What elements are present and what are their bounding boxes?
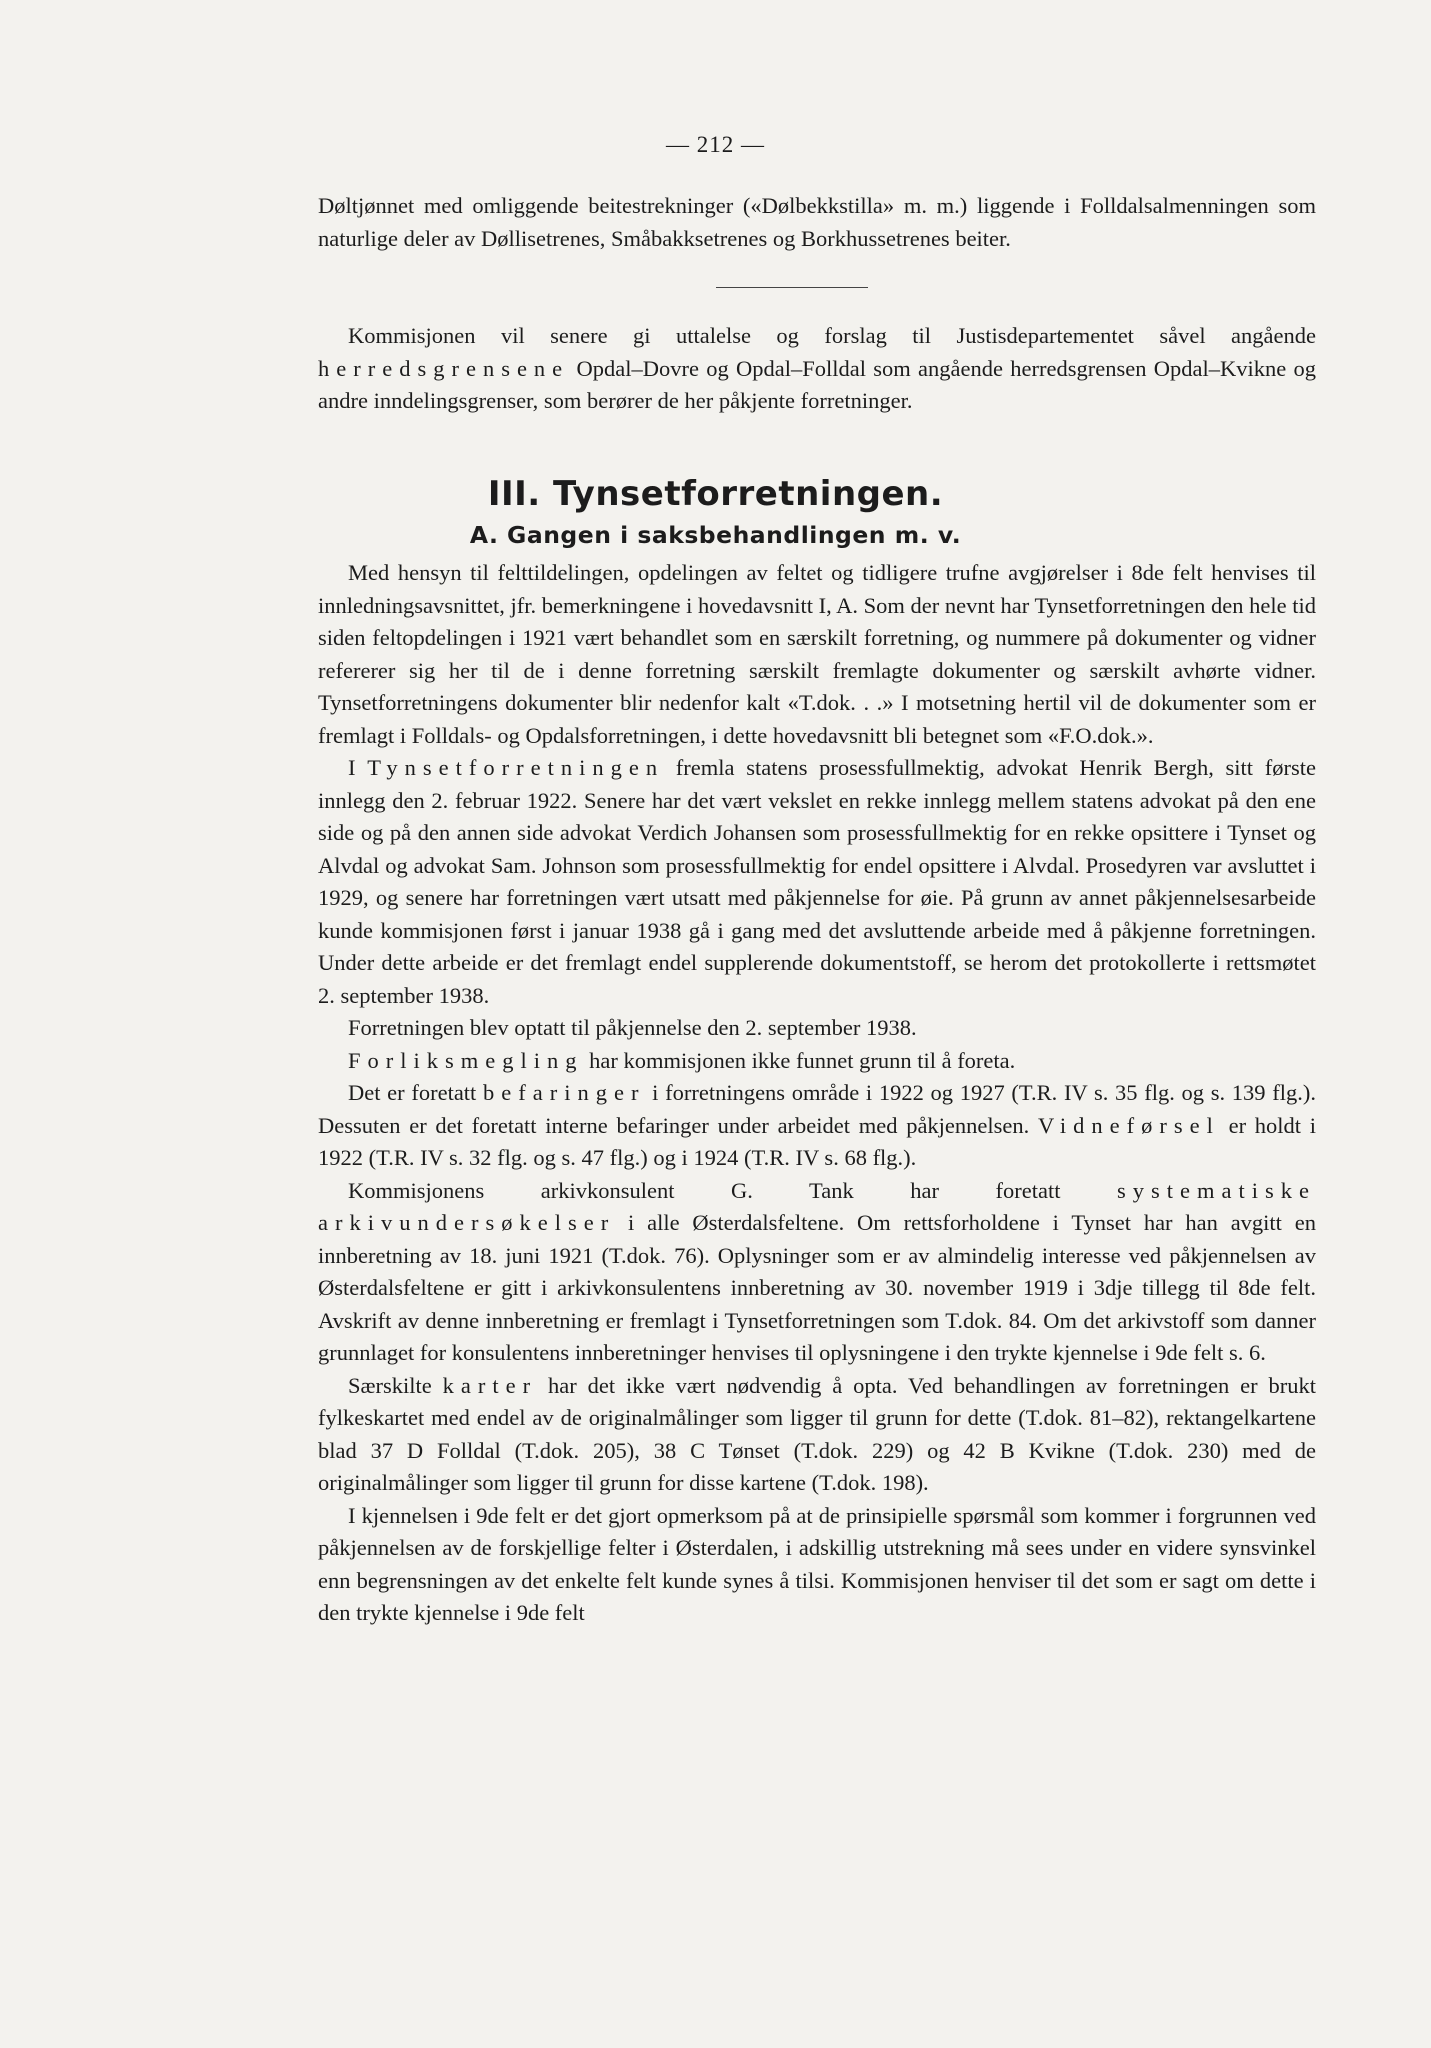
paragraph-2-spaced: Tynsetforretningen (367, 755, 665, 780)
paragraph-6-pre: Kommisjonens arkivkonsulent G. Tank har foretatt (348, 1177, 1118, 1203)
paragraph-4 (318, 1045, 1316, 1078)
intro-paragraph: Døltjønnet med omliggende beitestrekninger («Dølbekkstilla» m. m.) liggende i Folldalsalmenningen som naturlige deler av Døllisetrenes, Småbakksetrenes og Borkhussetrenes beiter. (318, 193, 1316, 251)
paragraph-2-pre: I (348, 755, 368, 780)
subsection-heading: A. Gangen i saksbehandlingen m. v. (469, 521, 962, 549)
paragraph-6-post: i alle Østerdalsfeltene. Om rettsforholdene i Tynset har han avgitt en innberetning av 18. juni 1921 (T.dok. 76). Oplysninger som er av almindelig interesse ved påkjennelsen av Østerdalsfeltene er gitt i arkivkonsulentens innberetning av 30. november 1919 i 3dje tillegg til 8de felt. Avskrift av denne innberetning er fremlagt i Tynsetforretningen som T.dok. 84. Om det arkivstoff som danner grunnlaget for konsulentens innberetninger henvises til oplysningene i den trykte kjennelse i 9de felt s. 6. (318, 1210, 1316, 1365)
intro-paragraph-block (318, 190, 1316, 255)
commission-paragraph (318, 320, 1316, 418)
paragraph-5-post: er holdt i 1922 (T.R. IV s. 32 flg. og s. 47 flg.) og i 1924 (T.R. IV s. 68 flg.). (318, 1112, 1317, 1170)
paragraph-5-pre: Det er foretatt (348, 1080, 484, 1105)
paragraph-2 (318, 752, 1316, 1012)
paragraph-2-post: fremla statens prosessfullmektig, advokat Henrik Bergh, sitt første innlegg den 2. februar 1922. Senere har det vært vekslet en rekke innlegg mellem statens advokat på den ene side og på den annen side advokat Verdich Johansen som prosessfullmektig for en rekke opsittere i Tynset og Alvdal og advokat Sam. Johnson som prosessfullmektig for endel opsittere i Alvdal. Prosedyren var avsluttet i 1929, og senere har forretningen vært utsatt med påkjennelse for øie. På grunn av annet påkjennelsesarbeide kunde kommisjonen først i januar 1938 gå i gang med det avsluttende arbeide med å påkjenne forretningen. Under dette arbeide er det fremlagt endel supplerende dokumentstoff, se herom det protokollerte i rettsmøtet 2. september 1938. (318, 755, 1316, 1008)
paragraph-7 (318, 1370, 1316, 1500)
paragraph-5-spaced-2: Vidneførsel (1038, 1112, 1220, 1138)
paragraph-5-spaced-1: befaringer (483, 1080, 646, 1105)
commission-text-2: Opdal–Dovre og Opdal–Folldal som angående herredsgrensen Opdal–Kvikne og andre inndelingsgrenser, som berører de her påkjente forretninger. (318, 355, 1316, 413)
paragraph-5 (318, 1077, 1316, 1175)
commission-spaced-term: herredsgrensene (318, 355, 570, 381)
commission-paragraph-block (318, 320, 1316, 418)
paragraph-4-spaced: Forliksmegling (348, 1047, 584, 1073)
paragraph-5-mid: i forretningens område i 1922 og 1927 (T.R. IV s. 35 flg. og s. 139 flg.). Dessuten er det foretatt interne befaringer under arbeidet med påkjennelsen. (318, 1080, 1316, 1138)
body-text (318, 557, 1316, 1630)
page-number: — 212 — (666, 132, 765, 157)
paragraph-7-pre: Særskilte (348, 1372, 443, 1398)
paragraph-6-spaced: systematiske arkivundersøkelser (318, 1177, 1316, 1235)
paragraph-3: Forretningen blev optatt til påkjennelse den 2. september 1938. (348, 1015, 917, 1040)
paragraph-6 (318, 1175, 1316, 1370)
paragraph-7-post: har det ikke vært nødvendig å opta. Ved behandlingen av forretningen er brukt fylkeskartet med endel av de originalmålinger som ligger til grunn for dette (T.dok. 81–82), rektangelkartene blad 37 D Folldal (T.dok. 205), 38 C Tønset (T.dok. 229) og 42 B Kvikne (T.dok. 230) med de originalmålinger som ligger til grunn for disse kartene (T.dok. 198). (318, 1372, 1316, 1495)
commission-text-1: Kommisjonen vil senere gi uttalelse og forslag til Justisdepartementet såvel angående (348, 323, 1316, 348)
paragraph-7-spaced: karter (442, 1372, 538, 1398)
section-divider (716, 287, 868, 288)
paragraph-4-post: har kommisjonen ikke funnet grunn til å foreta. (583, 1047, 1016, 1073)
paragraph-1: Med hensyn til felttildelingen, opdelingen av feltet og tidligere trufne avgjørelser i 8de felt henvises til innledningsavsnittet, jfr. bemerkningene i hovedavsnitt I, A. Som der nevnt har Tynsetforretningen den hele tid siden feltopdelingen i 1921 vært behandlet som en særskilt forretning, og nummere på dokumenter og vidner refererer sig her til de i denne forretning særskilt fremlagte dokumenter og særskilt avhørte vidner. Tynsetforretningens dokumenter blir nedenfor kalt «T.dok. . .» I motsetning hertil vil de dokumenter som er fremlagt i Folldals- og Opdalsforretningen, i dette hovedavsnitt bli betegnet som «F.O.dok.». (318, 560, 1316, 748)
section-heading: III. Tynsetforretningen. (487, 474, 944, 514)
paragraph-8: I kjennelsen i 9de felt er det gjort opmerksom på at de prinsipielle spørsmål som kommer i forgrunnen ved påkjennelsen av de forskjellige felter i Østerdalen, i adskillig utstrekning må sees under en videre synsvinkel enn begrensningen av det enkelte felt kunde synes å tilsi. Kommisjonen henviser til det som er sagt om dette i den trykte kjennelse i 9de felt (318, 1502, 1316, 1625)
